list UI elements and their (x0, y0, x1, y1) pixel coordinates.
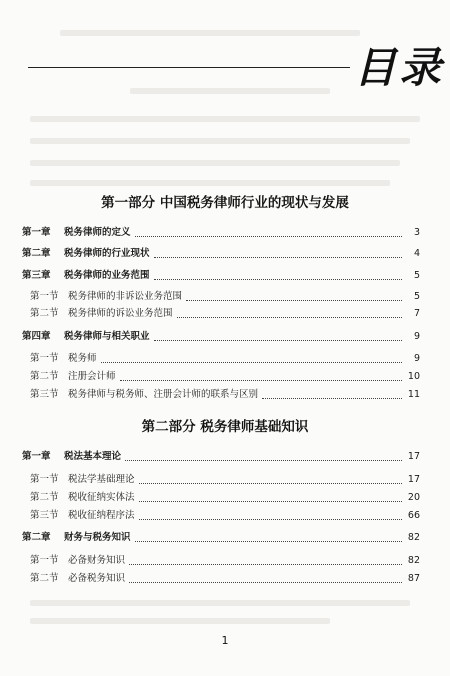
entry-page: 66 (407, 510, 420, 521)
entry-title: 必备税务知识 (68, 573, 126, 584)
entry-number: 第四章 (22, 331, 51, 342)
dot-leader (135, 236, 402, 237)
toc-entry-chapter[interactable] (22, 269, 420, 283)
entry-number: 第二节 (30, 371, 59, 382)
entry-title: 税收征纳实体法 (68, 492, 135, 503)
entry-title: 财务与税务知识 (64, 532, 131, 543)
entry-title: 税务师 (68, 353, 97, 364)
entry-number: 第一章 (22, 227, 51, 238)
toc-entry-chapter[interactable] (22, 531, 420, 545)
toc-entry-section[interactable] (30, 370, 420, 384)
toc-entry-chapter[interactable] (22, 450, 420, 464)
entry-page: 9 (413, 353, 420, 364)
dot-leader (139, 519, 402, 520)
entry-number: 第二节 (30, 492, 59, 503)
dot-leader (154, 279, 402, 280)
page-number: 1 (221, 634, 229, 647)
entry-number: 第一章 (22, 451, 51, 462)
toc-entry-chapter[interactable] (22, 226, 420, 240)
dot-leader (262, 398, 402, 399)
dot-leader (186, 300, 402, 301)
dot-leader (154, 340, 402, 341)
entry-title: 税务律师与相关职业 (64, 331, 150, 342)
entry-number: 第三节 (30, 389, 59, 400)
entry-title: 税务律师的诉讼业务范围 (68, 308, 173, 319)
entry-page: 5 (413, 291, 420, 302)
entry-number: 第二章 (22, 248, 51, 259)
toc-entry-section[interactable] (30, 554, 420, 568)
entry-title: 税务律师与税务师、注册会计师的联系与区别 (68, 389, 259, 400)
entry-page: 3 (413, 227, 420, 238)
entry-title: 税务律师的业务范围 (64, 270, 150, 281)
entry-page: 7 (413, 308, 420, 319)
dot-leader (139, 501, 402, 502)
entry-number: 第一节 (30, 353, 59, 364)
part-title: 第二部分 税务律师基础知识 (141, 419, 309, 435)
entry-number: 第一节 (30, 555, 59, 566)
entry-page: 11 (407, 389, 420, 400)
dot-leader (135, 541, 402, 542)
toc-entry-section[interactable] (30, 388, 420, 402)
entry-page: 82 (407, 532, 420, 543)
entry-page: 10 (407, 371, 420, 382)
entry-page: 4 (413, 248, 420, 259)
entry-page: 82 (407, 555, 420, 566)
dot-leader (125, 460, 402, 461)
toc-entry-section[interactable] (30, 290, 420, 304)
dot-leader (154, 257, 402, 258)
entry-title: 税法学基础理论 (68, 474, 135, 485)
entry-title: 税法基本理论 (64, 451, 122, 462)
part-title: 第一部分 中国税务律师行业的现状与发展 (101, 195, 349, 211)
entry-page: 20 (407, 492, 420, 503)
entry-number: 第二节 (30, 573, 59, 584)
entry-title: 税务律师的行业现状 (64, 248, 150, 259)
entry-number: 第二章 (22, 532, 51, 543)
dot-leader (177, 317, 402, 318)
entry-number: 第二节 (30, 308, 59, 319)
entry-number: 第一节 (30, 474, 59, 485)
entry-title: 税务律师的非诉讼业务范围 (68, 291, 183, 302)
entry-page: 9 (413, 331, 420, 342)
dot-leader (120, 380, 402, 381)
toc-entry-section[interactable] (30, 352, 420, 366)
toc-entry-section[interactable] (30, 509, 420, 523)
entry-title: 税务律师的定义 (64, 227, 131, 238)
entry-page: 17 (407, 451, 420, 462)
dot-leader (129, 564, 402, 565)
toc-entry-section[interactable] (30, 491, 420, 505)
toc-entry-section[interactable] (30, 307, 420, 321)
entry-title: 税收征纳程序法 (68, 510, 135, 521)
entry-number: 第三章 (22, 270, 51, 281)
toc-entry-section[interactable] (30, 473, 420, 487)
entry-number: 第一节 (30, 291, 59, 302)
toc-entry-chapter[interactable] (22, 330, 420, 344)
entry-title: 注册会计师 (68, 371, 116, 382)
toc-entry-section[interactable] (30, 572, 420, 586)
dot-leader (139, 483, 402, 484)
entry-page: 17 (407, 474, 420, 485)
dot-leader (129, 582, 402, 583)
toc-title: 目录 (354, 43, 445, 92)
entry-page: 87 (407, 573, 420, 584)
entry-number: 第三节 (30, 510, 59, 521)
entry-page: 5 (413, 270, 420, 281)
dot-leader (101, 362, 402, 363)
toc-entry-chapter[interactable] (22, 247, 420, 261)
entry-title: 必备财务知识 (68, 555, 126, 566)
header-rule (28, 67, 350, 68)
